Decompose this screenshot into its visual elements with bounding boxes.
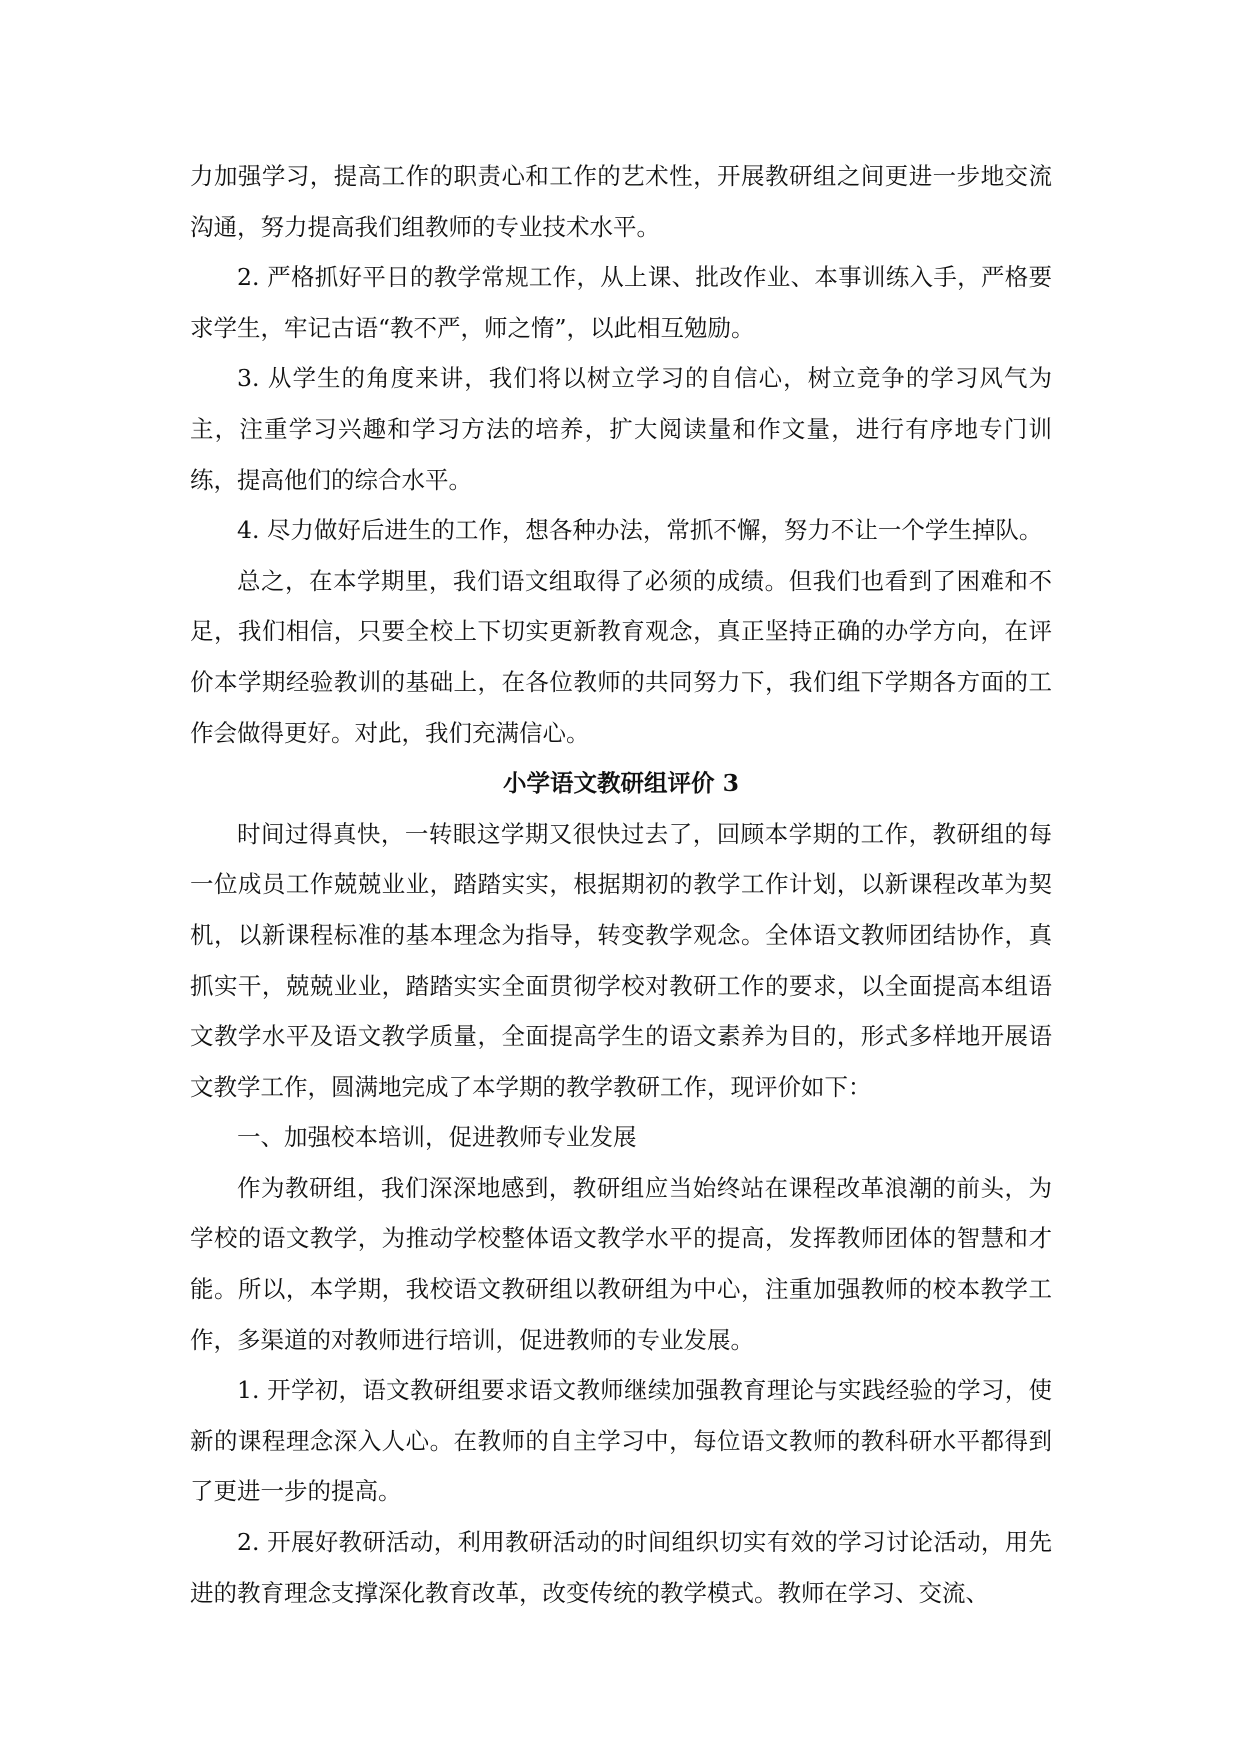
paragraph-item-2: 2. 严格抓好平日的教学常规工作，从上课、批改作业、本事训练入手，严格要求学生，牢记古语“教不严，师之惰”，以此相互勉励。 — [190, 263, 1052, 342]
paragraph-section1-item-2: 2. 开展好教研活动，利用教研活动的时间组织切实有效的学习讨论活动，用先进的教育理念支撑深化教育改革，改变传统的教学模式。教师在学习、交流、 — [190, 1528, 1052, 1607]
paragraph-item-3: 3. 从学生的角度来讲，我们将以树立学习的自信心，树立竞争的学习风气为主，注重学习兴趣和学习方法的培养，扩大阅读量和作文量，进行有序地专门训练，提高他们的综合水平。 — [190, 364, 1052, 494]
paragraph-summary: 总之，在本学期里，我们语文组取得了必须的成绩。但我们也看到了困难和不足，我们相信，只要全校上下切实更新教育观念，真正坚持正确的办学方向，在评价本学期经验教训的基础上，在各位教师的共同努力下，我们组下学期各方面的工作会做得更好。对此，我们充满信心。 — [190, 566, 1052, 747]
paragraph-continuation: 力加强学习，提高工作的职责心和工作的艺术性，开展教研组之间更进一步地交流沟通，努力提高我们组教师的专业技术水平。 — [190, 162, 1052, 241]
section-title-1: 一、加强校本培训，促进教师专业发展 — [237, 1123, 637, 1152]
paragraph-intro: 时间过得真快，一转眼这学期又很快过去了，回顾本学期的工作，教研组的每一位成员工作兢兢业业，踏踏实实，根据期初的教学工作计划，以新课程改革为契机，以新课程标准的基本理念为指导，转变教学观念。全体语文教师团结协作，真抓实干，兢兢业业，踏踏实实全面贯彻学校对教研工作的要求，以全面提高本组语文教学水平及语文教学质量，全面提高学生的语文素养为目的，形式多样地开展语文教学工作，圆满地完成了本学期的教学教研工作，现评价如下： — [190, 819, 1052, 1101]
document-body — [190, 151, 1052, 1618]
paragraph-item-4: 4. 尽力做好后进生的工作，想各种办法，常抓不懈，努力不让一个学生掉队。 — [237, 516, 1043, 545]
section-heading: 小学语文教研组评价 3 — [502, 769, 740, 798]
paragraph-role: 作为教研组，我们深深地感到，教研组应当始终站在课程改革浪潮的前头，为学校的语文教学，为推动学校整体语文教学水平的提高，发挥教师团体的智慧和才能。所以，本学期，我校语文教研组以教研组为中心，注重加强教师的校本教学工作，多渠道的对教师进行培训，促进教师的专业发展。 — [190, 1173, 1052, 1354]
paragraph-section1-item-1: 1. 开学初，语文教研组要求语文教师继续加强教育理论与实践经验的学习，使新的课程理念深入人心。在教师的自主学习中，每位语文教师的教科研水平都得到了更进一步的提高。 — [190, 1376, 1052, 1506]
